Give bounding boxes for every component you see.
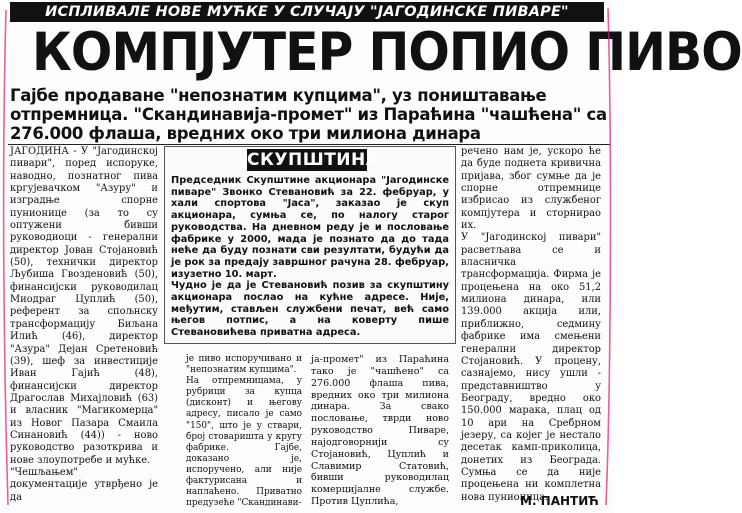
divider [8,144,610,145]
kicker: ИСПЛИВАЛЕ НОВЕ МУЋКЕ У СЛУЧАЈУ "ЈАГОДИНСКЕ ПИВАРЕ" [10,2,604,22]
article-column-4: речено нам је, ускоро ће да буде поднета кривична пријава, због сумње да је спорне отпремнице избрисао из службеног компјутера и сторнирао их. У "Јагодинској пивари" расветљава се и власничка трансформација. Фирма је процењена на око 51,2 милиона динара, или 139.000 акција или, приближно, седмину фабрике има смењени генерални директор Стојановић. У процену, сазнајемо, нису ушли - представништво у Београду, вредно око 150.000 марака, плац од 10 ари на Сребрном језеру, са којег је нестало десетак камп-приколица, донетих из Београда. Сумња се да није процењена ни комплетна нова пунионица. [461,146,601,503]
subheadline: Гајбе продаване "непознатим купцима", уз поништавање отпремница. "Скандинавија-промет" из Параћина "чашћена" са 276.000 флаша, вредних око три милиона динара [10,86,607,143]
box-title: СКУПШТИНА [247,150,380,170]
headline: КОМПЈУТЕР ПОПИО ПИВО [32,22,742,83]
sidebar-box [164,146,456,344]
author-signature: М. ПАНТИЋ [520,494,599,508]
highlighter-stroke [4,10,8,505]
box-text: Председник Скупштине акционара "Јагодинске пиваре" Звонко Стевановић за 22. фебруар, у хали спортова "Јаса", заказао је скуп акционара, сумња се, по налогу старог руководства. На дневном реду је и пословање фабрике у 2000, мада је познато да до тада неће да буду познати сви резултати, будући да је рок за предају завршног рачуна 28. фебруар, изузетно 10. март. Чудно је да је Стевановић позив за скупштину акционара послао на кућне адресе. Није, међутим, стављен службени печат, већ само његов потпис, а на коверту пише Стевановићева приватна адреса. [171,175,449,339]
article-column-1: ЈАГОДИНА - У "Јагодинској пивари", поред испоруке, наводно, познатног пива кргујевачком "Азуру" и изградње спорне пунионице (за то су оптужени бивши руководиоци - генерални директор Јован Стојановић (50), технички директор Љубиша Гвозденовић (50), финансијски руководилац Миодраг Цуплић (50), референт за спољнску трансформацију Биљана Илић (46), директор "Азура" Дејан Сретеновић (39), шеф за инвестиције Иван Гајић (48), финансијски директор Драгослав Михајловић (63) и власник "Магикомерца" из Новог Пазара Смаила Синановић (44)) - ново руководство разоткрива и нове злоупотребе и мућке. "Чешљањем" документације утврђено је да [10,146,158,503]
article-column-3: ја-промет" из Параћина тако је "чашћено" са 276.000 флаша пива, вредних око три милиона динара. За свако пословање, тврди ново руководство Пиваре, најодговорнији су Стојановић, Цуплић и Славимир Статовић, бивши руководилац комерцијалне службе. Против Цуплића, [311,354,449,508]
box-title-background [247,149,380,171]
article-column-2: је пиво испоручивано и "непознатим купцима". На отпремницама, у рубрици за купца (дисконт) и његову адресу, писало је само "150", што је у ствари, број стоваришта у кругу фабрике. Гајбе, доказано је, испоручено, али није фактурисана и наплаћено. Приватно предузеће "Скандинави- [186,354,302,509]
